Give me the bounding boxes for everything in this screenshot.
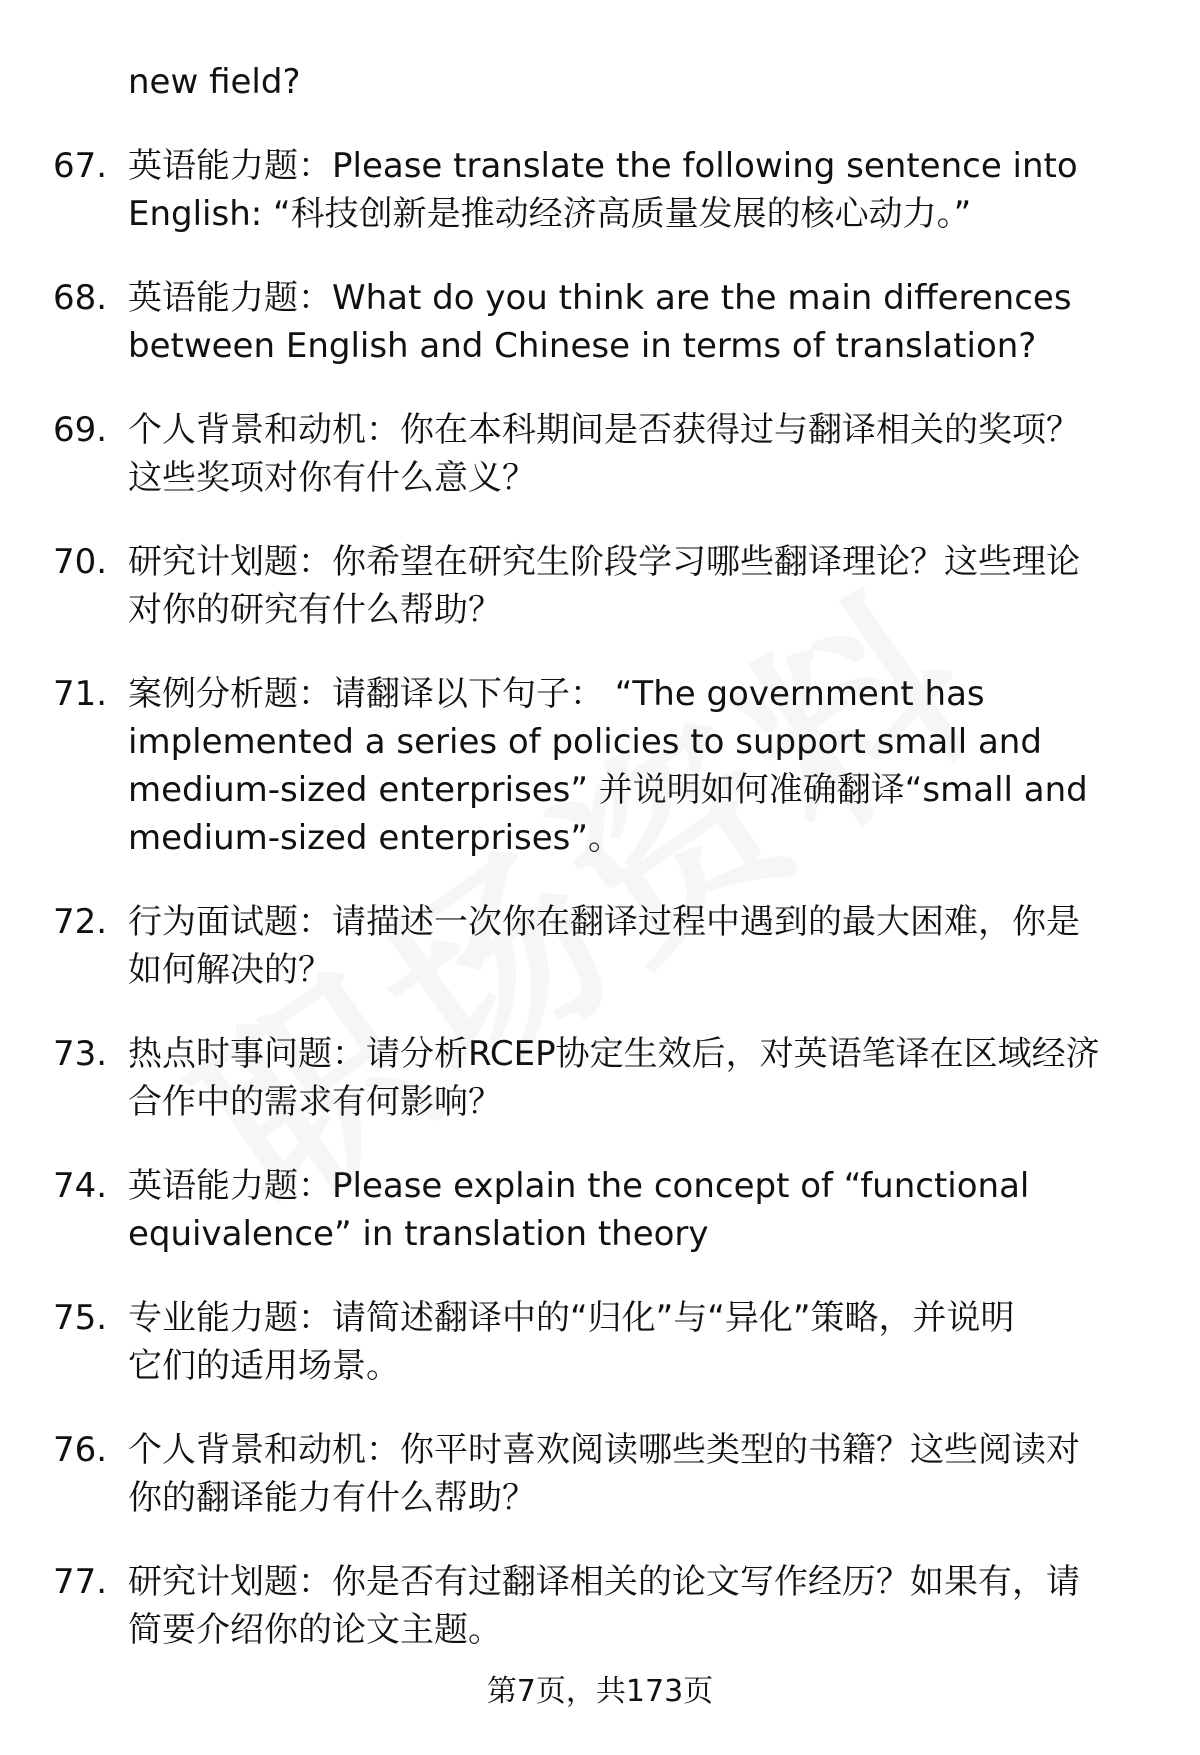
question-number: 67. — [53, 146, 108, 186]
question-number: 69. — [53, 410, 108, 450]
question-text: 个人背景和动机：你在本科期间是否获得过与翻译相关的奖项？ 这些奖项对你有什么意义？ — [128, 410, 1080, 498]
question-number: 68. — [53, 278, 108, 318]
question-list — [0, 142, 1200, 1690]
question-text: 行为面试题：请描述一次你在翻译过程中遇到的最大困难，你是 如何解决的？ — [128, 902, 1080, 990]
question-number: 76. — [53, 1430, 108, 1470]
question-number: 74. — [53, 1166, 108, 1206]
question-number: 71. — [53, 674, 108, 714]
question-text: 个人背景和动机：你平时喜欢阅读哪些类型的书籍？这些阅读对 你的翻译能力有什么帮助？ — [128, 1430, 1080, 1518]
question-item-69 — [0, 406, 1200, 502]
question-text: 英语能力题：Please explain the concept of “functional equivalence” in translation theory — [128, 1166, 1030, 1254]
question-text: 研究计划题：你希望在研究生阶段学习哪些翻译理论？这些理论 对你的研究有什么帮助？ — [128, 542, 1080, 630]
question-number: 77. — [53, 1562, 108, 1602]
question-item-70 — [0, 538, 1200, 634]
question-item-77 — [0, 1558, 1200, 1654]
question-text: 热点时事问题：请分析RCEP协定生效后，对英语笔译在区域经济 合作中的需求有何影响？ — [128, 1034, 1100, 1122]
question-item-67 — [0, 142, 1200, 238]
question-item-74 — [0, 1162, 1200, 1258]
question-item-71 — [0, 670, 1200, 862]
question-item-72 — [0, 898, 1200, 994]
question-item-75 — [0, 1294, 1200, 1390]
question-item-73 — [0, 1030, 1200, 1126]
question-item-68 — [0, 274, 1200, 370]
question-number: 72. — [53, 902, 108, 942]
question-text: 英语能力题：What do you think are the main differences between English and Chinese in terms of translation? — [128, 278, 1072, 366]
continuation-text: new field? — [128, 62, 301, 102]
question-text: 专业能力题：请简述翻译中的“归化”与“异化”策略，并说明 它们的适用场景。 — [128, 1298, 1015, 1386]
question-number: 75. — [53, 1298, 108, 1338]
question-text: 案例分析题：请翻译以下句子： “The government has implemented a series of policies to support small and medium-sized enterprises” 并说明如何准确翻译“small and medium-sized enterprises”。 — [128, 674, 1088, 858]
question-number: 73. — [53, 1034, 108, 1074]
question-item-76 — [0, 1426, 1200, 1522]
page-footer: 第7页，共173页 — [486, 1674, 714, 1709]
question-number: 70. — [53, 542, 108, 582]
question-text: 研究计划题：你是否有过翻译相关的论文写作经历？如果有，请 简要介绍你的论文主题。 — [128, 1562, 1080, 1650]
question-text: 英语能力题：Please translate the following sentence into English: “科技创新是推动经济高质量发展的核心动力。” — [128, 146, 1078, 234]
